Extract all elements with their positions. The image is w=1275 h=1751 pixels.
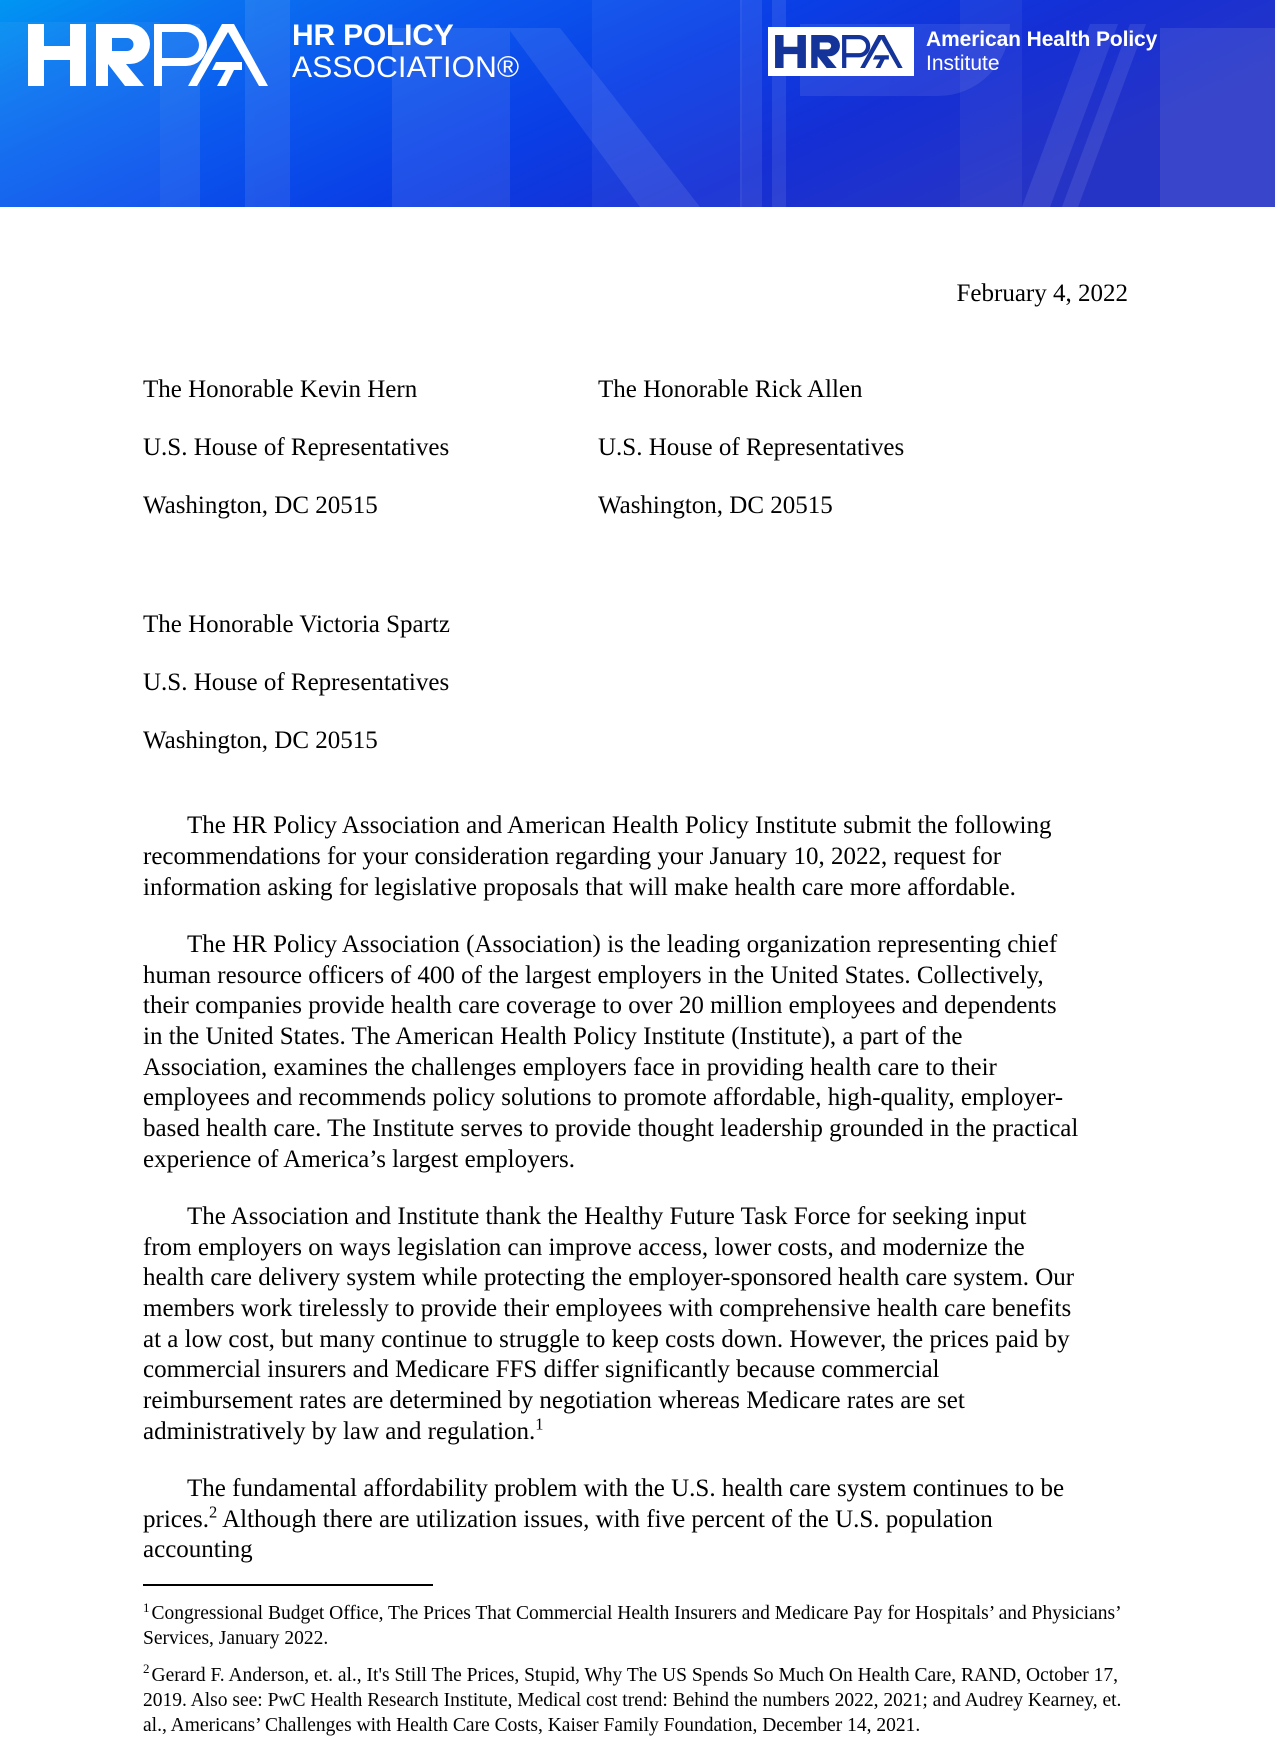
recipient-2-body: U.S. House of Representatives [598, 433, 905, 461]
recipient-1-city: Washington, DC 20515 [143, 492, 378, 520]
footnote-2 [143, 1661, 1135, 1739]
hrpa-wordmark-line1: HR POLICY [292, 19, 454, 52]
paragraph-2 [143, 930, 1080, 1175]
recipient-2-city: Washington, DC 20515 [598, 492, 833, 520]
letter-date: February 4, 2022 [956, 280, 1128, 307]
hrpa-monogram-icon [26, 20, 278, 90]
recipient-3-city: Washington, DC 20515 [143, 727, 378, 754]
footnote-2-text: Gerard F. Anderson, et. al., It's Still The Prices, Stupid, Why The US Spends So Much On Health Care, RAND, October 17, 2019. Also see: PwC Health Research Institute, Medical cost trend: Behind the numbers 2022, 2021; and Audrey Kearney, et. al., Americans’ Challenges with Health Care Costs, Kaiser Family Foundation, December 14, 2021. [143, 1664, 1122, 1736]
recipient-3 [143, 580, 1080, 784]
recipient-2-name: The Honorable Rick Allen [598, 375, 863, 403]
letterhead-banner [0, 0, 1275, 207]
paragraph-1 [143, 811, 1080, 903]
paragraph-4-text-part2: Although there are utilization issues, with five percent of the U.S. population accounting [143, 1505, 993, 1564]
recipient-1-name: The Honorable Kevin Hern [143, 375, 418, 403]
footnote-ref-2[interactable]: 2 [208, 1502, 218, 1522]
paragraph-1-text: The HR Policy Association and American Health Policy Institute submit the following recommendations for your consideration regarding your January 10, 2022, request for information asking for legislative proposals that will make health care more affordable. [143, 812, 1052, 901]
footnote-1-text: Congressional Budget Office, The Prices That Commercial Health Insurers and Medicare Pay for Hospitals’ and Physicians’ Services, January 2022. [143, 1603, 1121, 1649]
recipient-3-body: U.S. House of Representatives [143, 668, 450, 696]
recipient-1-body: U.S. House of Representatives [143, 433, 450, 461]
footnote-1 [143, 1599, 1135, 1652]
ahpi-wordmark-line1: American Health Policy [926, 28, 1158, 51]
footnotes-section [143, 1584, 1135, 1751]
hrpa-monogram-boxed-icon [768, 27, 914, 76]
recipient-3-name: The Honorable Victoria Spartz [143, 610, 450, 638]
footnote-1-marker: 1 [143, 1599, 150, 1615]
hrpa-wordmark-line2: ASSOCIATION® [292, 51, 520, 85]
paragraph-4 [143, 1474, 1080, 1566]
paragraph-4-text-part1: The fundamental affordability problem with the U.S. health care system continues to be prices. [143, 1475, 1065, 1533]
hrpa-logo-left [26, 20, 519, 90]
footnote-separator-rule [143, 1584, 433, 1586]
recipient-1 [143, 346, 598, 550]
letter-page [0, 279, 1275, 1736]
ahpi-logo-right [768, 27, 1157, 77]
footnote-ref-1[interactable]: 1 [535, 1414, 544, 1434]
footnote-2-marker: 2 [143, 1661, 150, 1677]
paragraph-3-text: The Association and Institute thank the Healthy Future Task Force for seeking input from employers on ways legislation can improve access, lower costs, and modernize the health care delivery system while protecting the employer-sponsored health care system. Our members work tirelessly to provide their employees with comprehensive health care benefits at a low cost, but many continue to struggle to keep costs down. However, the prices paid by commercial insurers and Medicare FFS differ significantly because commercial reimbursement rates are determined by negotiation whereas Medicare rates are set administratively by law and regulation. [143, 1203, 1075, 1445]
paragraph-3 [143, 1202, 1080, 1447]
recipient-2 [598, 346, 904, 550]
hrpa-wordmark-left [292, 20, 519, 90]
ahpi-wordmark [926, 27, 1157, 77]
recipient-block-top [143, 346, 1080, 550]
ahpi-wordmark-line2: Institute [926, 52, 1000, 76]
paragraph-2-text: The HR Policy Association (Association) is the leading organization representing chief human resource officers of 400 of the largest employers in the United States. Collectively, their companies provide health care coverage to over 20 million employees and dependents in the United States. The American Health Policy Institute (Institute), a part of the Association, examines the challenges employers face in providing health care to their employees and recommends policy solutions to promote affordable, high-quality, employer-based health care. The Institute serves to provide thought leadership grounded in the practical experience of America’s largest employers. [143, 931, 1079, 1173]
